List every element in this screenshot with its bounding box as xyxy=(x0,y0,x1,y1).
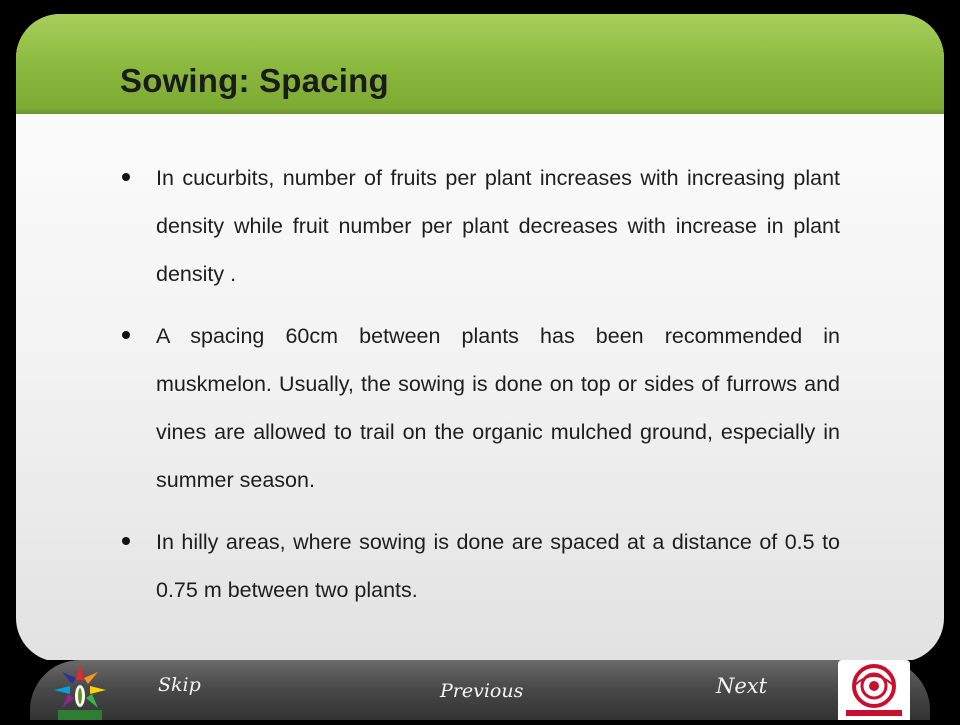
bullet-list xyxy=(120,154,840,628)
slide-title: Sowing: Spacing xyxy=(120,62,389,99)
bullet-text: A spacing 60cm between plants has been recommended in muskmelon. Usually, the sowing is done on top or sides of furrows and vines are allowed to trail on the organic mulched ground, especially in summer season. xyxy=(156,324,840,492)
slide-card xyxy=(16,14,944,662)
gyan-ganga-logo-icon xyxy=(838,660,910,720)
bullet-item xyxy=(120,518,840,614)
next-button[interactable]: Next xyxy=(716,674,768,698)
footer-nav xyxy=(0,660,960,720)
bullet-dot-icon xyxy=(122,331,130,339)
bullet-text: In cucurbits, number of fruits per plant increases with increasing plant density while fruit number per plant decreases with increase in plant density . xyxy=(156,166,840,286)
previous-button[interactable]: Previous xyxy=(440,680,524,702)
bullet-item xyxy=(120,154,840,298)
bullet-text: In hilly areas, where sowing is done are spaced at a distance of 0.5 to 0.75 m between two plants. xyxy=(156,530,840,602)
skip-button[interactable]: Skip xyxy=(158,674,201,696)
naip-logo-icon xyxy=(52,660,108,720)
bullet-item xyxy=(120,312,840,504)
bullet-dot-icon xyxy=(122,173,130,181)
bullet-dot-icon xyxy=(122,537,130,545)
